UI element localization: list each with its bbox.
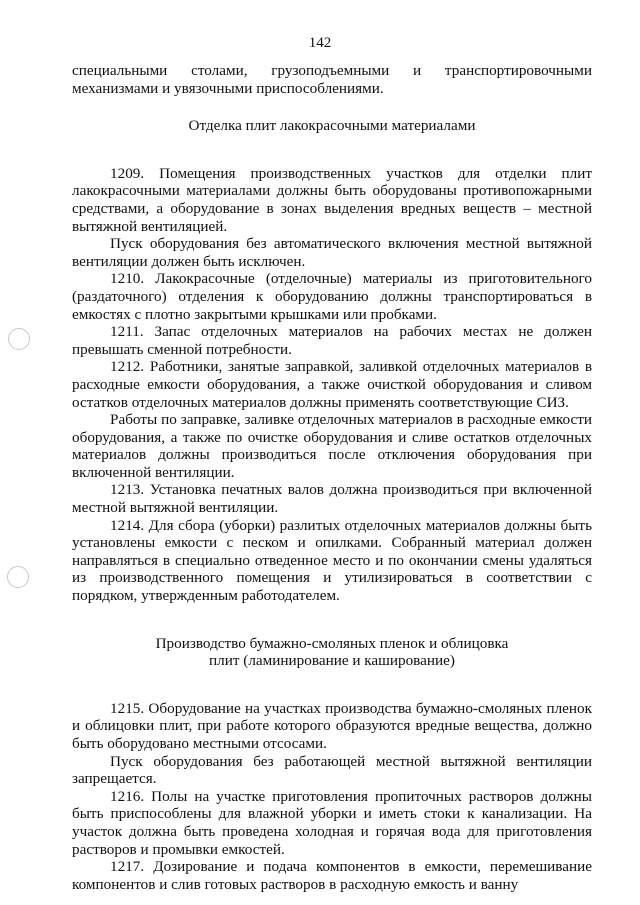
section-heading: Отделка плит лакокрасочными материалами: [188, 117, 476, 135]
paragraph-1216: 1216. Полы на участке приготовления пропиточных растворов должны быть приспособлены для влажной уборки и иметь стоки к канализации. На участок должна быть проведена холодная и горячая вода для приготовления растворов и промывки емкостей.: [72, 787, 592, 858]
section-heading-continued: плит (ламинирование и каширование): [209, 652, 455, 670]
continuation-paragraph: специальными столами, грузоподъемными и транспортировочными механизмами и увязочными приспособлениями.: [72, 62, 592, 97]
paragraph-1215: 1215. Оборудование на участках производства бумажно-смоляных пленок и облицовки плит, при работе которого образуются вредные вещества, должно быть оборудовано местными отсосами.: [72, 699, 592, 752]
body-text: [72, 62, 592, 893]
paragraph-1213: 1213. Установка печатных валов должна производиться при включенной местной вытяжной вентиляции.: [72, 481, 592, 517]
paragraph-1212-b: Работы по заправке, заливке отделочных материалов в расходные емкости оборудования, а также по очистке оборудования и сливе остатков отделочных материалов должны производиться после отключения оборудования при включенной вентиляции.: [72, 411, 592, 481]
punch-hole-mark: [8, 328, 30, 350]
paragraph-1209-b: Пуск оборудования без автоматического включения местной вытяжной вентиляции должен быть исключен.: [72, 235, 592, 270]
punch-hole-mark: [7, 566, 29, 588]
paragraph-1215-b: Пуск оборудования без работающей местной вытяжной вентиляции запрещается.: [72, 752, 592, 788]
paragraph-1211: 1211. Запас отделочных материалов на рабочих местах не должен превышать сменной потребности.: [72, 323, 592, 358]
paragraph-1212: 1212. Работники, занятые заправкой, заливкой отделочных материалов в расходные емкости оборудования, а также очисткой оборудования и сливом остатков отделочных материалов должны применять соответствующие СИЗ.: [72, 358, 592, 411]
paragraph-1209: 1209. Помещения производственных участков для отделки плит лакокрасочными материалами должны быть оборудованы противопожарными средствами, а оборудование в зонах выделения вредных веществ – местной вытяжной вентиляцией.: [72, 164, 592, 235]
page-number: 142: [308, 35, 332, 51]
section-heading: Производство бумажно-смоляных пленок и облицовка: [155, 634, 509, 652]
paragraph-1217: 1217. Дозирование и подача компонентов в емкости, перемешивание компонентов и слив готовых растворов в расходную емкость и ванну: [72, 858, 592, 893]
paragraph-1210: 1210. Лакокрасочные (отделочные) материалы из приготовительного (раздаточного) отделения к оборудованию должны транспортироваться в емкостях с плотно закрытыми крышками или пробками.: [72, 270, 592, 323]
paragraph-1214: 1214. Для сбора (уборки) разлитых отделочных материалов должны быть установлены емкости с песком и опилками. Собранный материал должен направляться в специально отведенное место и по окончании смены удаляться из производственного помещения и утилизироваться в соответствии с порядком, утвержденным работодателем.: [72, 516, 592, 605]
